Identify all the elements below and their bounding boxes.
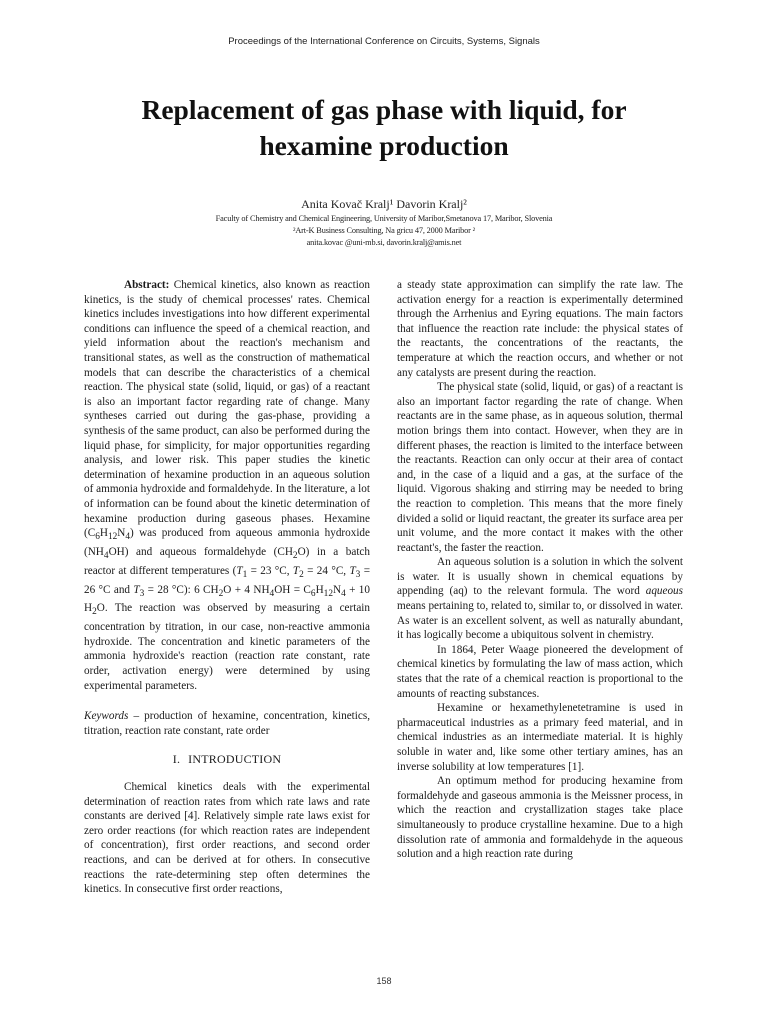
abstract-formula: $(C_6H_{12}N_4)$ was produced from aqueous ammonia hydroxide $(NH_4OH)$ and aqueous formaldehyde $(CH_2O)$ in a batch reactor at different temperatures ($T_1 = 23$ °C, $T_2 = 24$ °C, $T_3 = 26$ °C and $T_3 = 28$ °C): 6 $CH_2O + 4$ $NH_4OH = C_6H_{12}N_4 + 10$ $H_2O$. (84, 527, 371, 618)
paragraph-aqueous-solution (397, 555, 683, 643)
right-column (397, 278, 683, 862)
paragraph-waage: In 1864, Peter Waage pioneered the development of chemical kinetics by formulating the law of mass action, which states that the rate of a chemical reaction is proportional to the amounts of reacting substances. (397, 643, 683, 700)
abstract-label: Abstract: (124, 279, 170, 291)
abstract (84, 278, 370, 693)
section-heading-introduction (84, 752, 370, 767)
paragraph-meissner: An optimum method for producing hexamine from formaldehyde and gaseous ammonia is the Meissner process, in which the reaction and crystallization stages take place simultaneously to produce crystalline hexamine. Due to a high dissolution rate of ammonia and formaldehyde in the aqueous solution and a high reaction rate during (397, 775, 683, 861)
paragraph-physical-state: The physical state (solid, liquid, or gas) of a reactant is also an important factor regarding the rate of change. When reactants are in the same phase, as in aqueous solution, thermal motion brings them into contact. However, when they are in different phases, the reaction is limited to the interface between the reactants. Reaction can only occur at their area of contact and, in the case of a liquid and a gas, at the surface of the liquid. Vigorous shaking and stirring may be needed to bring the reaction to completion. This means that the more finely divided a solid or liquid reactant, the greater its surface area per unit volume, and the more contact it makes with the other reactant's, the faster the reaction. (397, 381, 683, 554)
affiliation-2: ²Art-K Business Consulting, Na gricu 47, 2000 Maribor ² (292, 226, 475, 235)
paragraph-steady-state: a steady state approximation can simplify the rate law. The activation energy for a reaction is experimentally determined through the Arrhenius and Eyring equations. The main factors that influence the reaction rate include: the physical states of the reactants, the concentrations of the reactants, the temperature at which the reaction occurs, and whether or not any catalysts are present during the reaction. (397, 279, 683, 379)
author-emails: anita.kovac @uni-mb.si, davorin.kralj@amis.net (306, 238, 462, 247)
abstract-text: Chemical kinetics, also known as reaction kinetics, is the study of chemical processes' rates. Chemical kinetics includes investigations into how different experimental conditions can influence the speed of a chemical reaction, and yield information about the reaction's mechanism and transitional states, as well as the construction of mathematical models that can describe the characteristics of a chemical reaction. The physical state (solid, liquid, or gas) of a reactant is also an important factor regarding rate of change. Many syntheses carried out during the gas-phase, providing a synthesis of the same product, can also be performed during the liquid phase, for simplicity, for major opportunities regarding analysis, and lower risk. This paper studies the kinetic determination of hexamine production in an aqueous solution of ammonia hydroxide and formaldehyde. In the literature, a lot of information can be found about the kinetic determination of hexamine production during gaseous phases. Hexamine (84, 279, 370, 525)
abstract-text-end: The reaction was observed by measuring a certain concentration by titration, in our case, non-reactive ammonia hydroxide. The concentration and kinetic parameters of the ammonia hydroxide's reaction (reaction rate constant, rate order, activation energy) were determined by using experimental parameters. (84, 602, 370, 692)
page-number: 158 (376, 976, 392, 986)
aqueous-italic-word: aqueous (645, 585, 684, 598)
affiliation-1: Faculty of Chemistry and Chemical Engineering, University of Maribor,Smetanova 17, Maribor, Slovenia (215, 214, 553, 223)
section-number: I. (172, 752, 181, 767)
left-column (84, 278, 370, 897)
aqueous-text-end: means pertaining to, related to, similar to, or dissolved in water. As water is an excellent solvent, as well as naturally abundant, it has logically become a ubiquitous solvent in chemistry. (397, 600, 683, 642)
section-title: INTRODUCTION (188, 752, 282, 767)
title-line-1: Replacement of gas phase with liquid, for (141, 94, 627, 125)
title-line-2: hexamine production (259, 130, 509, 161)
keywords (84, 709, 370, 738)
keywords-label: Keywords (84, 710, 129, 723)
running-header: Proceedings of the International Conference on Circuits, Systems, Signals (228, 36, 540, 47)
authors: Anita Kovač Kralj¹ Davorin Kralj² (301, 197, 467, 211)
paper-title (70, 92, 698, 164)
paragraph-hexamine: Hexamine or hexamethylenetetramine is used in pharmaceutical industries as a primary feed material, and in chemical industries as an intermediate material. It is highly soluble in water and, like some other tertiary amines, has an inverse solubility at low temperatures [1]. (397, 702, 683, 773)
intro-paragraph-1: Chemical kinetics deals with the experimental determination of reaction rates from which rate laws and rate constants are derived [4]. Relatively simple rate laws exist for zero order reactions (for which reaction rates are independent of concentration), first order reactions, and second order reactions, and can be derived at for others. In consecutive reactions the rate-determining step often determines the kinetics. In consecutive first order reactions, (84, 780, 370, 896)
keywords-text: – production of hexamine, concentration, kinetics, titration, reaction rate constant, rate order (84, 710, 370, 737)
aqueous-text: An aqueous solution is a solution in which the solvent is water. It is usually shown in chemical equations by appending (aq) to the relevant formula. The word (397, 556, 683, 598)
